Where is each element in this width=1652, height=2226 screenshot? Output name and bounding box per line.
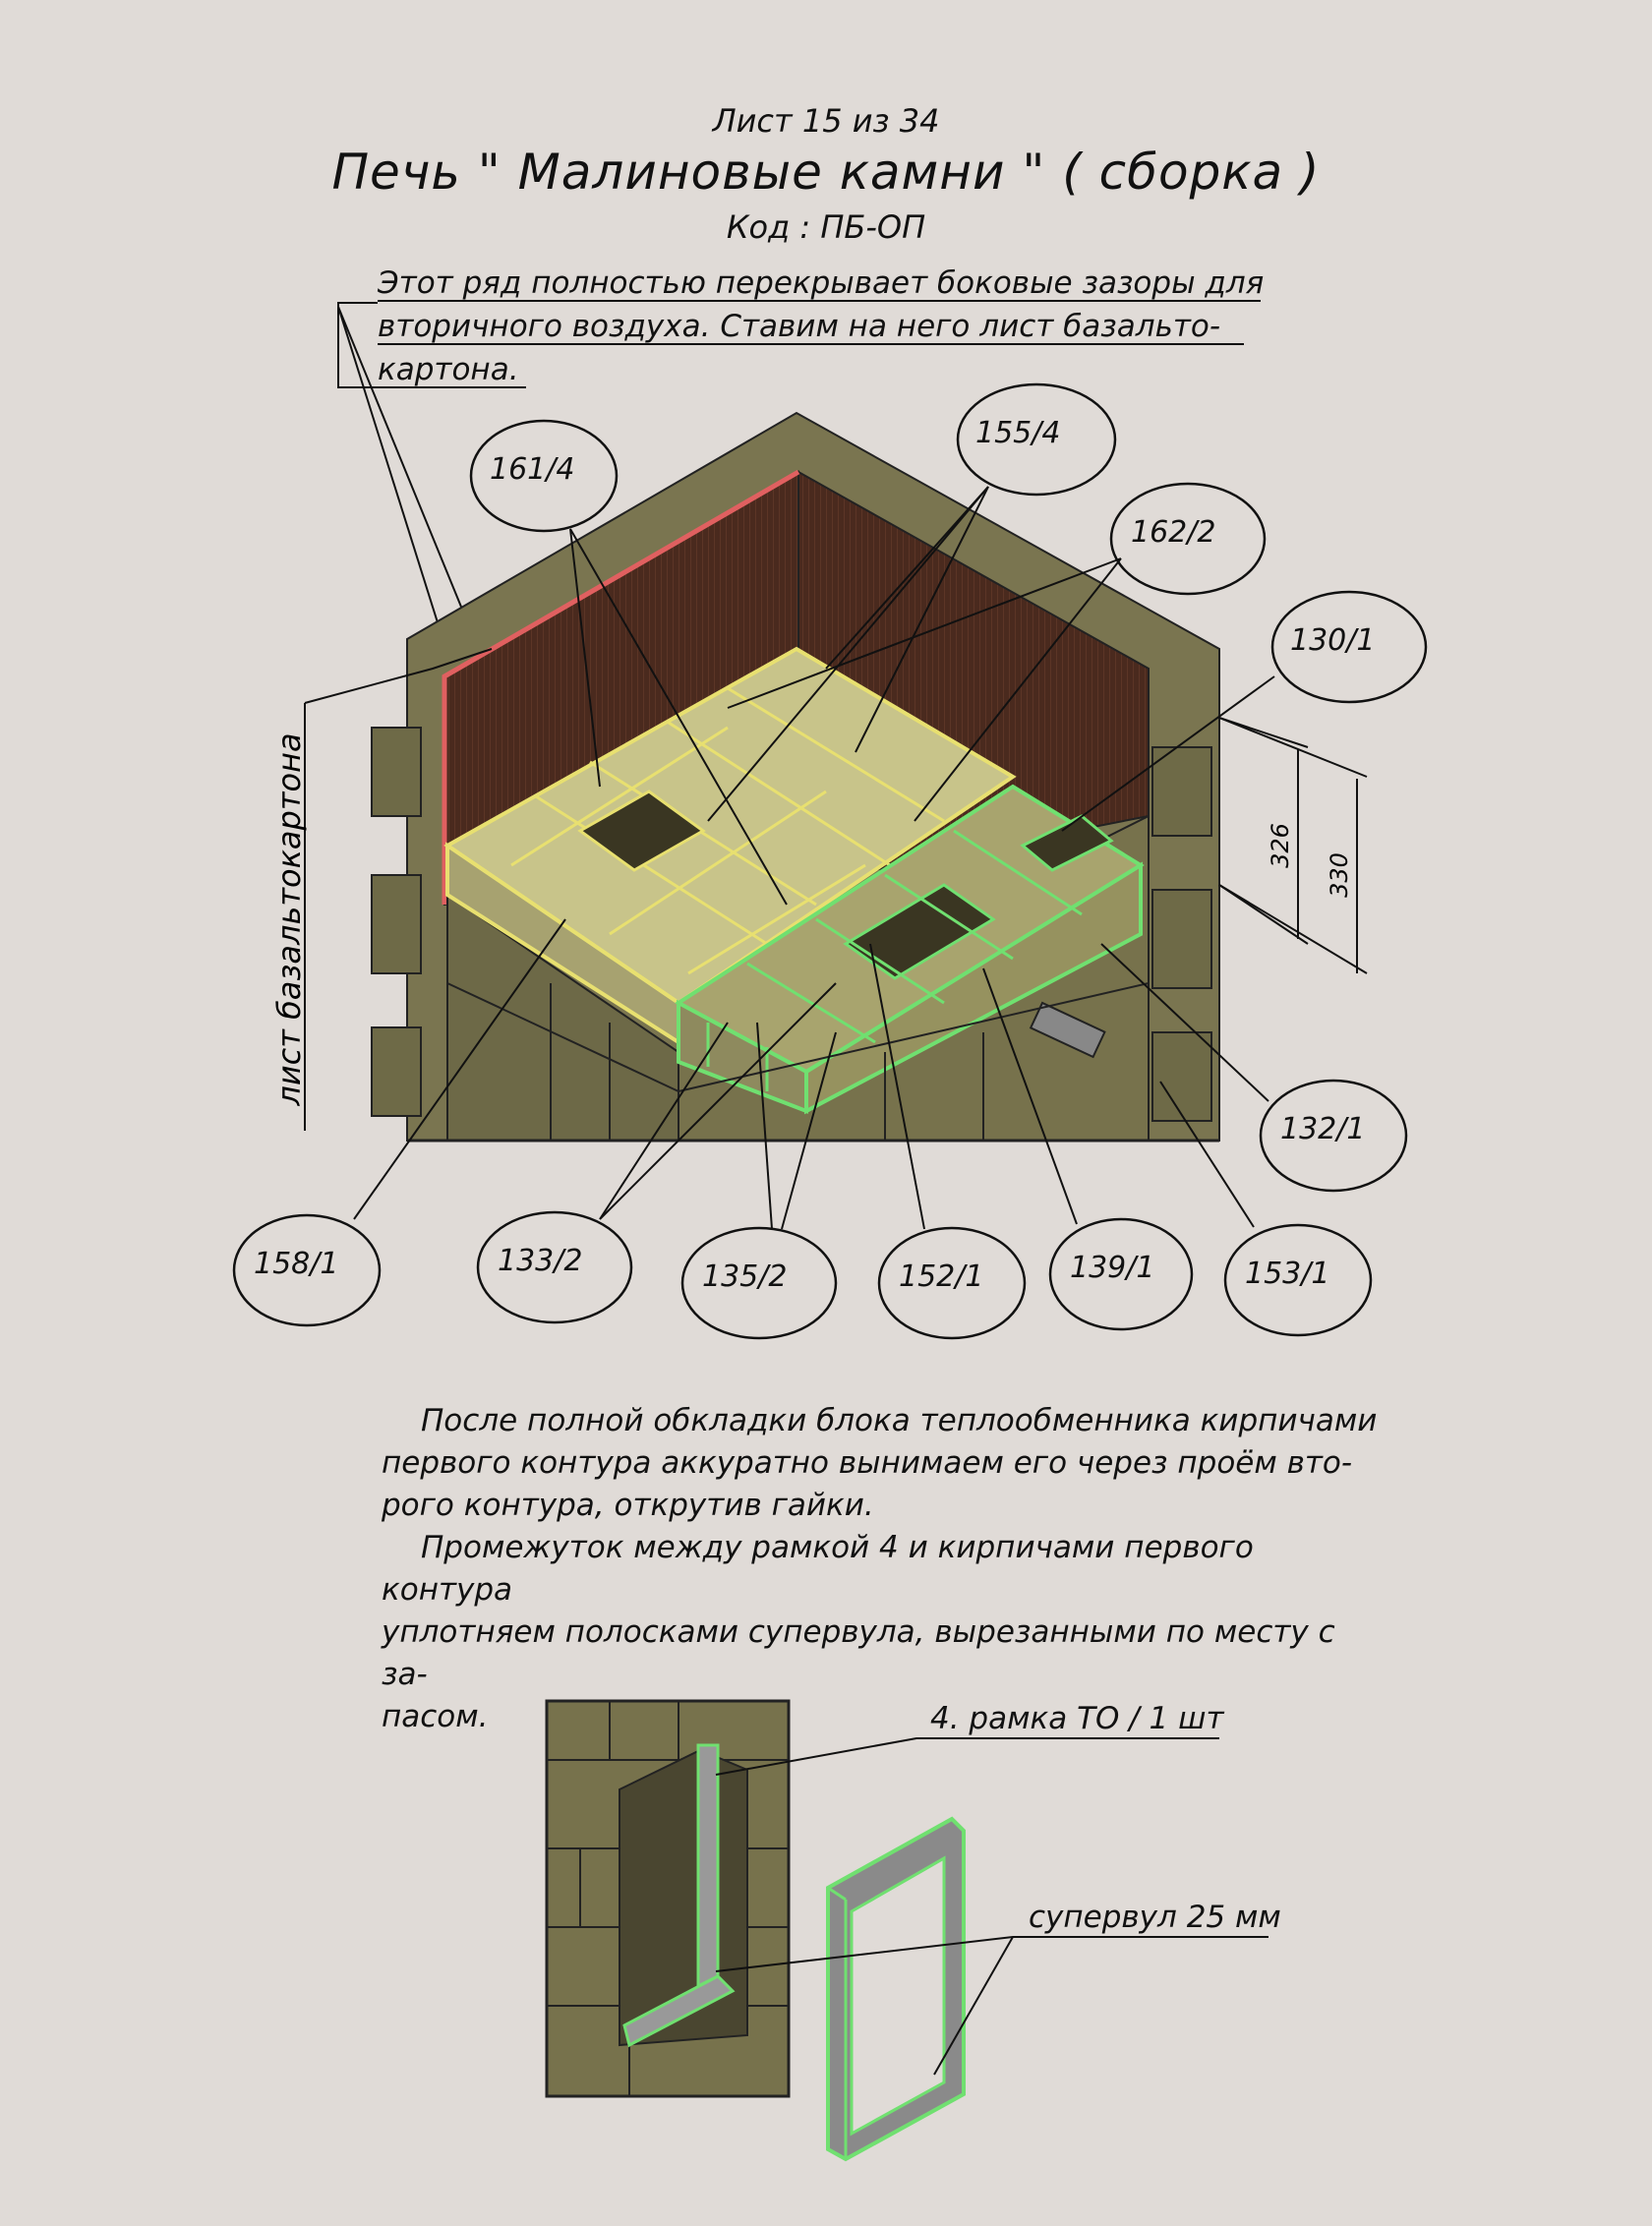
body-p1-line-3: рого контура, открутив гайки. bbox=[382, 1488, 874, 1523]
dimension-326: 326 bbox=[1267, 823, 1294, 868]
body-p1-line-2: первого контура аккуратно вынимаем его через проём вто- bbox=[382, 1445, 1353, 1481]
body-p2-line-3: пасом. bbox=[382, 1699, 489, 1734]
note-line-3: картона. bbox=[378, 352, 519, 387]
note-line-2: вторичного воздуха. Ставим на него лист базальто- bbox=[378, 309, 1221, 344]
page-title: Печь " Малиновые камни " ( сборка ) bbox=[331, 144, 1321, 201]
detail-frame bbox=[828, 1819, 964, 2159]
dimension-330: 330 bbox=[1326, 852, 1353, 898]
label-158-1: 158/1 bbox=[254, 1247, 339, 1281]
label-153-1: 153/1 bbox=[1245, 1257, 1330, 1291]
body-p2-line-2: уплотняем полосками супервула, вырезанными по месту с за- bbox=[382, 1614, 1335, 1692]
label-135-2: 135/2 bbox=[702, 1259, 788, 1294]
side-label: лист базальтокартона bbox=[270, 732, 308, 1106]
wool-label: супервул 25 мм bbox=[1029, 1900, 1281, 1935]
label-139-1: 139/1 bbox=[1070, 1251, 1155, 1285]
label-161-4: 161/4 bbox=[490, 452, 575, 487]
frame-label: 4. рамка ТО / 1 шт bbox=[930, 1701, 1224, 1736]
body-text bbox=[382, 1400, 1385, 1738]
label-130-1: 130/1 bbox=[1290, 623, 1376, 658]
sheet-number: Лист 15 из 34 bbox=[712, 102, 940, 140]
label-133-2: 133/2 bbox=[498, 1244, 583, 1278]
detail-wall-section bbox=[547, 1701, 789, 2096]
label-155-4: 155/4 bbox=[975, 416, 1061, 450]
label-132-1: 132/1 bbox=[1280, 1112, 1366, 1146]
product-code: Код : ПБ-ОП bbox=[726, 208, 926, 246]
body-p1-line-1: После полной обкладки блока теплообменника кирпичами bbox=[421, 1403, 1378, 1438]
body-p2-line-1: Промежуток между рамкой 4 и кирпичами первого контура bbox=[382, 1530, 1254, 1608]
label-152-1: 152/1 bbox=[899, 1259, 984, 1294]
oven-body bbox=[372, 413, 1219, 1141]
note-line-1: Этот ряд полностью перекрывает боковые зазоры для bbox=[378, 265, 1265, 301]
label-162-2: 162/2 bbox=[1131, 515, 1216, 550]
